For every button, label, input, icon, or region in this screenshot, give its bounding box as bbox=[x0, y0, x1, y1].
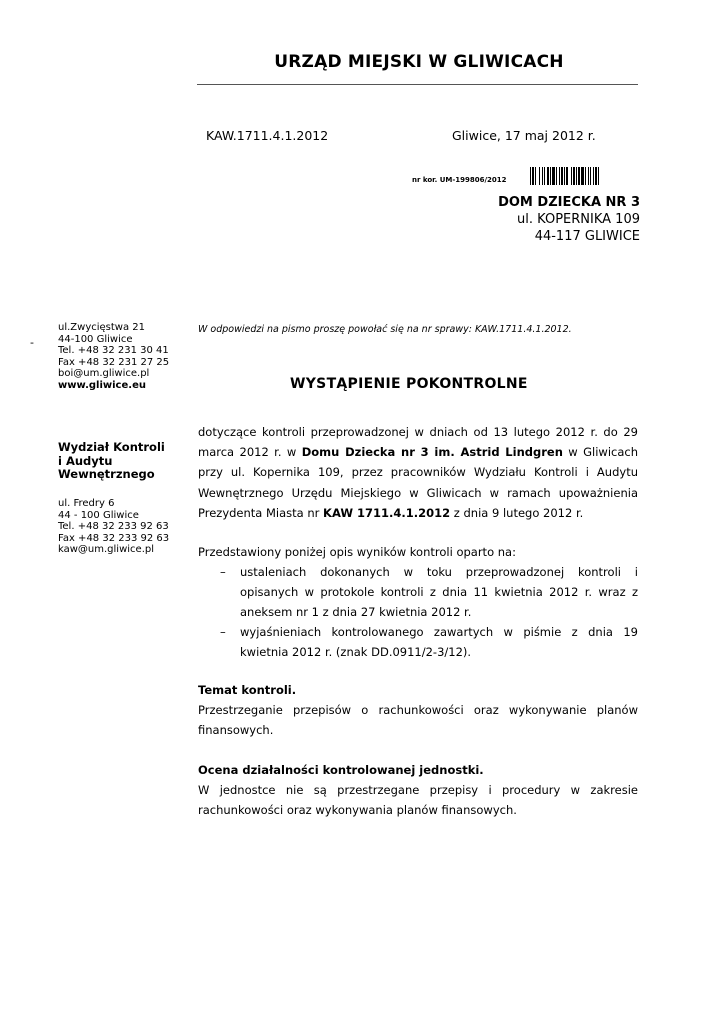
office-contact bbox=[58, 322, 169, 391]
intro-paragraph bbox=[198, 422, 638, 523]
section-title-assessment: Ocena działalności kontrolowanej jednostki. bbox=[198, 763, 484, 777]
recipient-street: ul. KOPERNIKA 109 bbox=[517, 212, 640, 227]
title-divider bbox=[197, 84, 638, 85]
department-name bbox=[58, 441, 165, 482]
institution-name: Domu Dziecka nr 3 im. Astrid Lindgren bbox=[301, 445, 563, 460]
correspondence-number: nr kor. UM-199806/2012 bbox=[412, 176, 507, 184]
office-fax: Fax +48 32 231 27 25 bbox=[58, 356, 170, 368]
dept-postal: 44 - 100 Gliwice bbox=[58, 509, 139, 521]
text-run: dotyczące kontroli przeprowadzonej w dniach od 13 lutego 2012 r. do 29 marca 2012 r. w bbox=[198, 425, 638, 460]
dept-street: ul. Fredry 6 bbox=[58, 498, 115, 509]
office-tel: Tel. +48 32 231 30 41 bbox=[58, 345, 169, 356]
letter-heading: WYSTĄPIENIE POKONTROLNE bbox=[290, 376, 528, 392]
reference-number: KAW.1711.4.1.2012 bbox=[206, 128, 329, 143]
department-line: i Audytu bbox=[58, 453, 113, 468]
text-run: w Gliwicach przy ul. Kopernika 109, przez pracowników Wydziału Kontroli i Audytu Wewnętrznego Urzędu Miejskiego w Gliwicach w ramach upoważnienia Prezydenta Miasta nr bbox=[198, 445, 638, 520]
authorization-number: KAW 1711.4.1.2012 bbox=[323, 505, 451, 520]
recipient-address bbox=[498, 194, 640, 245]
list-item-text: wyjaśnieniach kontrolowanego zawartych w piśmie z dnia 19 kwietnia 2012 r. (znak DD.0911/2-3/12). bbox=[240, 625, 638, 660]
section-text-assessment: W jednostce nie są przestrzegane przepisy i procedury w zakresie rachunkowości oraz wykonywania planów finansowych. bbox=[198, 783, 638, 818]
section-text-topic: Przestrzeganie przepisów o rachunkowości oraz wykonywanie planów finansowych. bbox=[198, 703, 638, 738]
office-street: ul.Zwycięstwa 21 bbox=[58, 322, 146, 333]
list-item bbox=[220, 562, 638, 623]
recipient-city: 44-117 GLIWICE bbox=[534, 229, 640, 244]
list-dash: – bbox=[220, 565, 226, 579]
basis-paragraph: Przedstawiony poniżej opis wyników kontroli oparto na: bbox=[198, 545, 516, 559]
barcode-image bbox=[530, 167, 632, 185]
office-email: boi@um.gliwice.pl bbox=[58, 368, 150, 379]
office-postal: 44-100 Gliwice bbox=[58, 333, 133, 345]
department-contact bbox=[58, 498, 169, 556]
recipient-name: DOM DZIECKA NR 3 bbox=[498, 195, 640, 210]
department-line: Wydział Kontroli bbox=[58, 440, 165, 454]
list-item-text: ustaleniach dokonanych w toku przeprowadzonej kontroli i opisanych w protokole kontroli z dnia 11 kwietnia 2012 r. wraz z aneksem nr 1 z dnia 27 kwietnia 2012 r. bbox=[240, 565, 638, 620]
dept-fax: Fax +48 32 233 92 63 bbox=[58, 532, 170, 544]
dept-tel: Tel. +48 32 233 92 63 bbox=[58, 521, 169, 532]
reply-note: W odpowiedzi na pismo proszę powołać się na nr sprawy: KAW.1711.4.1.2012. bbox=[198, 324, 572, 335]
text-run: z dnia 9 lutego 2012 r. bbox=[450, 505, 584, 520]
page-title: URZĄD MIEJSKI W GLIWICACH bbox=[274, 52, 564, 72]
list-dash: – bbox=[220, 625, 226, 639]
department-line: Wewnętrznego bbox=[58, 467, 155, 481]
margin-mark: - bbox=[30, 336, 34, 349]
office-web: www.gliwice.eu bbox=[58, 379, 146, 391]
place-date: Gliwice, 17 maj 2012 r. bbox=[452, 128, 596, 143]
list-item bbox=[220, 622, 638, 662]
dept-email: kaw@um.gliwice.pl bbox=[58, 544, 154, 555]
section-title-topic: Temat kontroli. bbox=[198, 683, 297, 697]
